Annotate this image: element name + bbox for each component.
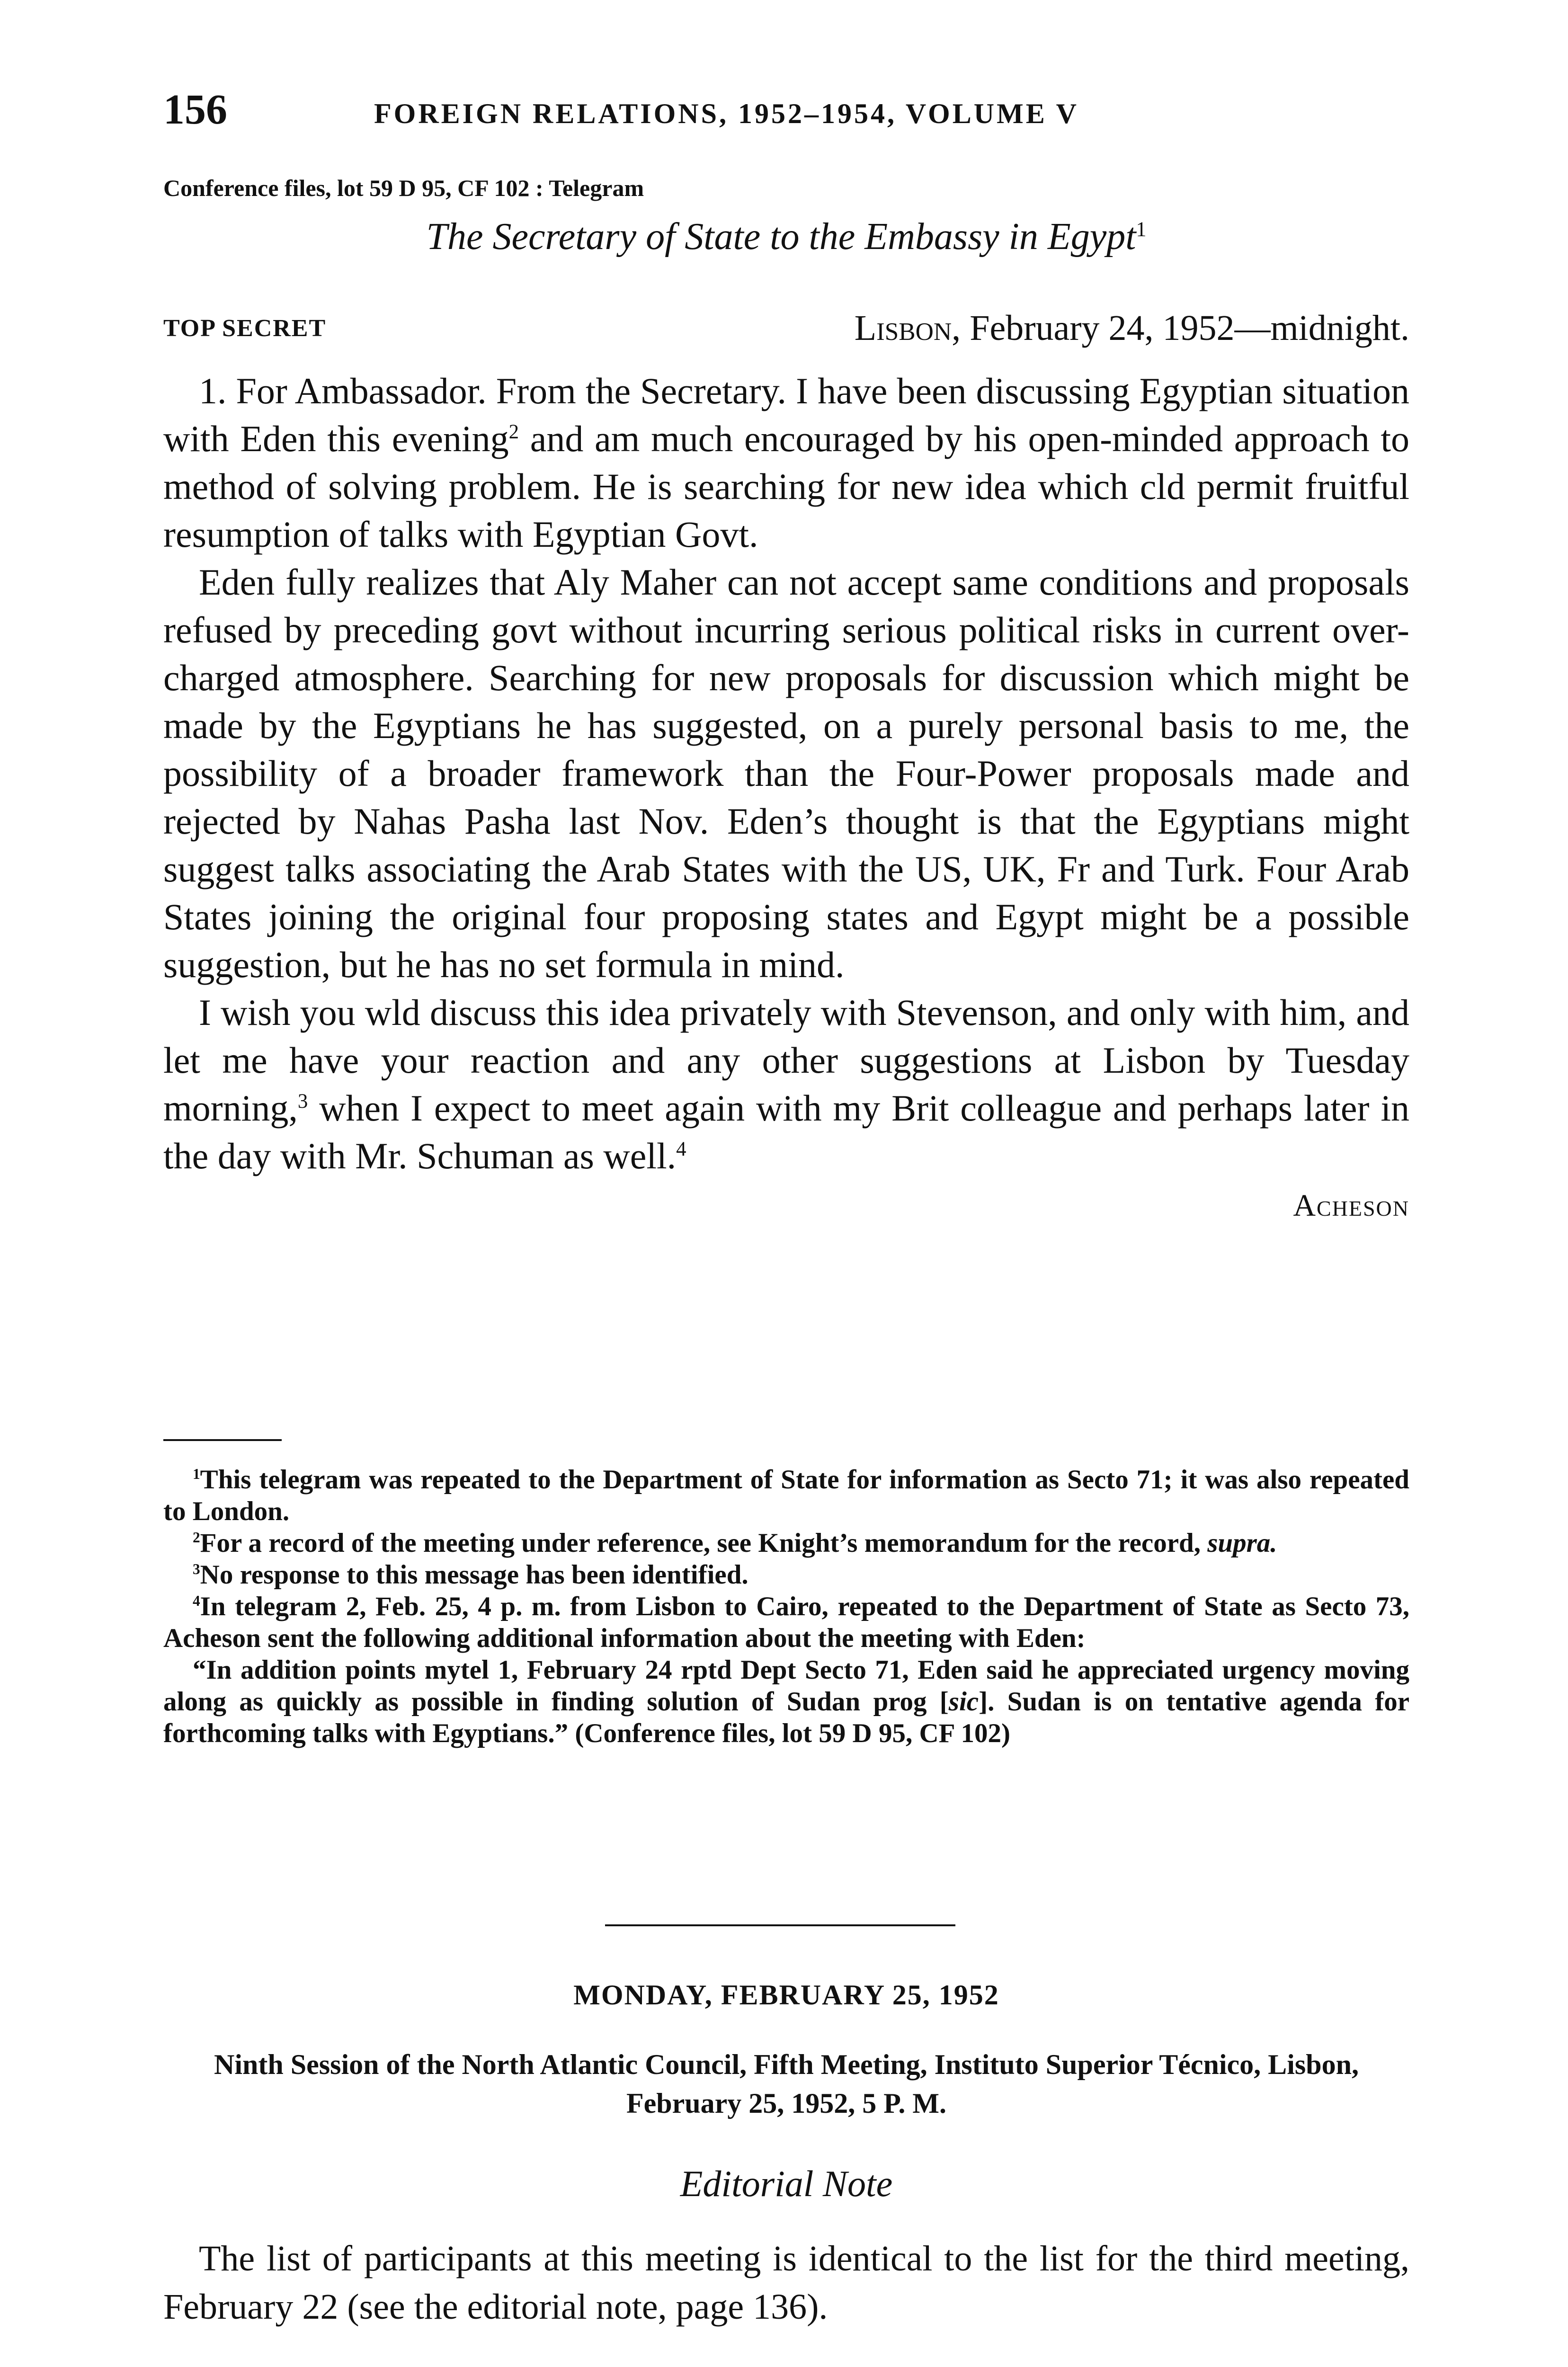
session-title: Ninth Session of the North Atlantic Council, Fifth Meeting, Instituto Superior Técnico, Lisbon, February 25, 1952, 5 P. M. xyxy=(214,2049,1359,2119)
document-title xyxy=(163,215,1409,258)
footnote-4: $^4$In telegram 2, Feb. 25, 4 p. m. from Lisbon to Cairo, repeated to the Department of State as Secto 73, Acheson sent the following additional information about the meeting with Eden: xyxy=(163,1592,1409,1653)
footnote-4-quote: “In addition points mytel 1, February 24 rptd Dept Secto 71, Eden said he appreciated urgency moving along as quickly as possible in finding solution of Sudan prog [sic]. Sudan is on tentative agenda for forthcoming talks with Egyptians.” (Conference files, lot 59 D 95, CF 102) xyxy=(163,1655,1409,1748)
day-heading: MONDAY, FEBRUARY 25, 1952 xyxy=(573,1979,999,2011)
signature: Acheson xyxy=(1293,1188,1409,1223)
document-title-text: The Secretary of State to the Embassy in Egypt xyxy=(426,216,1136,258)
footnote-1: $^1$This telegram was repeated to the Department of State for information as Secto 71; it was also repeated to London. xyxy=(163,1465,1409,1526)
classification-marking: TOP SECRET xyxy=(163,315,327,342)
footnotes xyxy=(163,1464,1409,1749)
editorial-note-heading: Editorial Note xyxy=(680,2163,893,2204)
telegram-body xyxy=(163,367,1409,1229)
running-head: FOREIGN RELATIONS, 1952–1954, VOLUME V xyxy=(374,98,1079,129)
dateline xyxy=(163,308,1409,349)
footnote-ref-1: 1 xyxy=(1136,217,1147,241)
page-number: 156 xyxy=(163,86,227,133)
editorial-note-text: The list of participants at this meeting is identical to the list for the third meeting, February 22 (see the editorial note, page 136). xyxy=(163,2239,1409,2327)
footnote-2: $^2$For a record of the meeting under reference, see Knight’s memorandum for the record, supra. xyxy=(193,1528,1277,1558)
paragraph-1: 1. For Ambassador. From the Secretary. I have been discussing Egyptian situation with Eden this evening$^2$ and am much encouraged by his open-minded approach to method of solving problem. He is searching for new idea which cld permit fruitful resumption of talks with Egyptian Govt. xyxy=(163,370,1409,555)
footnote-ref-3: 3 xyxy=(297,1090,308,1112)
source-citation: Conference files, lot 59 D 95, CF 102 : Telegram xyxy=(163,175,644,201)
footnote-ref-2: 2 xyxy=(508,421,519,443)
section-divider xyxy=(605,1924,955,1926)
footnote-divider xyxy=(163,1439,282,1441)
paragraph-3: I wish you wld discuss this idea privately with Stevenson, and only with him, and let me have your reaction and any other suggestions at Lisbon by Tuesday morning,$^3$ when I expect to meet again with my Brit colleague and perhaps later in the day with Mr. Schuman as well.$^4$ xyxy=(163,992,1409,1176)
footnote-3: $^3$No response to this message has been identified. xyxy=(193,1560,748,1590)
page-header xyxy=(163,85,1409,142)
footnote-ref-4: 4 xyxy=(676,1138,686,1160)
dateline-place: Lisbon, xyxy=(854,308,961,348)
editorial-note-body xyxy=(163,2234,1409,2331)
paragraph-2: Eden fully realizes that Aly Maher can not accept same conditions and proposals refused by preceding govt without incurring serious political risks in current over-charged atmosphere. Searching for new proposals for discussion which might be made by the Egyptians he has suggested, on a purely personal basis to me, the possibility of a broader framework than the Four-Power proposals made and rejected by Nahas Pasha last Nov. Eden’s thought is that the Egyptians might suggest talks associating the Arab States with the US, UK, Fr and Turk. Four Arab States joining the original four proposing states and Egypt might be a possible suggestion, but he has no set formula in mind. xyxy=(163,561,1409,985)
dateline-date: February 24, 1952—midnight. xyxy=(961,308,1409,348)
